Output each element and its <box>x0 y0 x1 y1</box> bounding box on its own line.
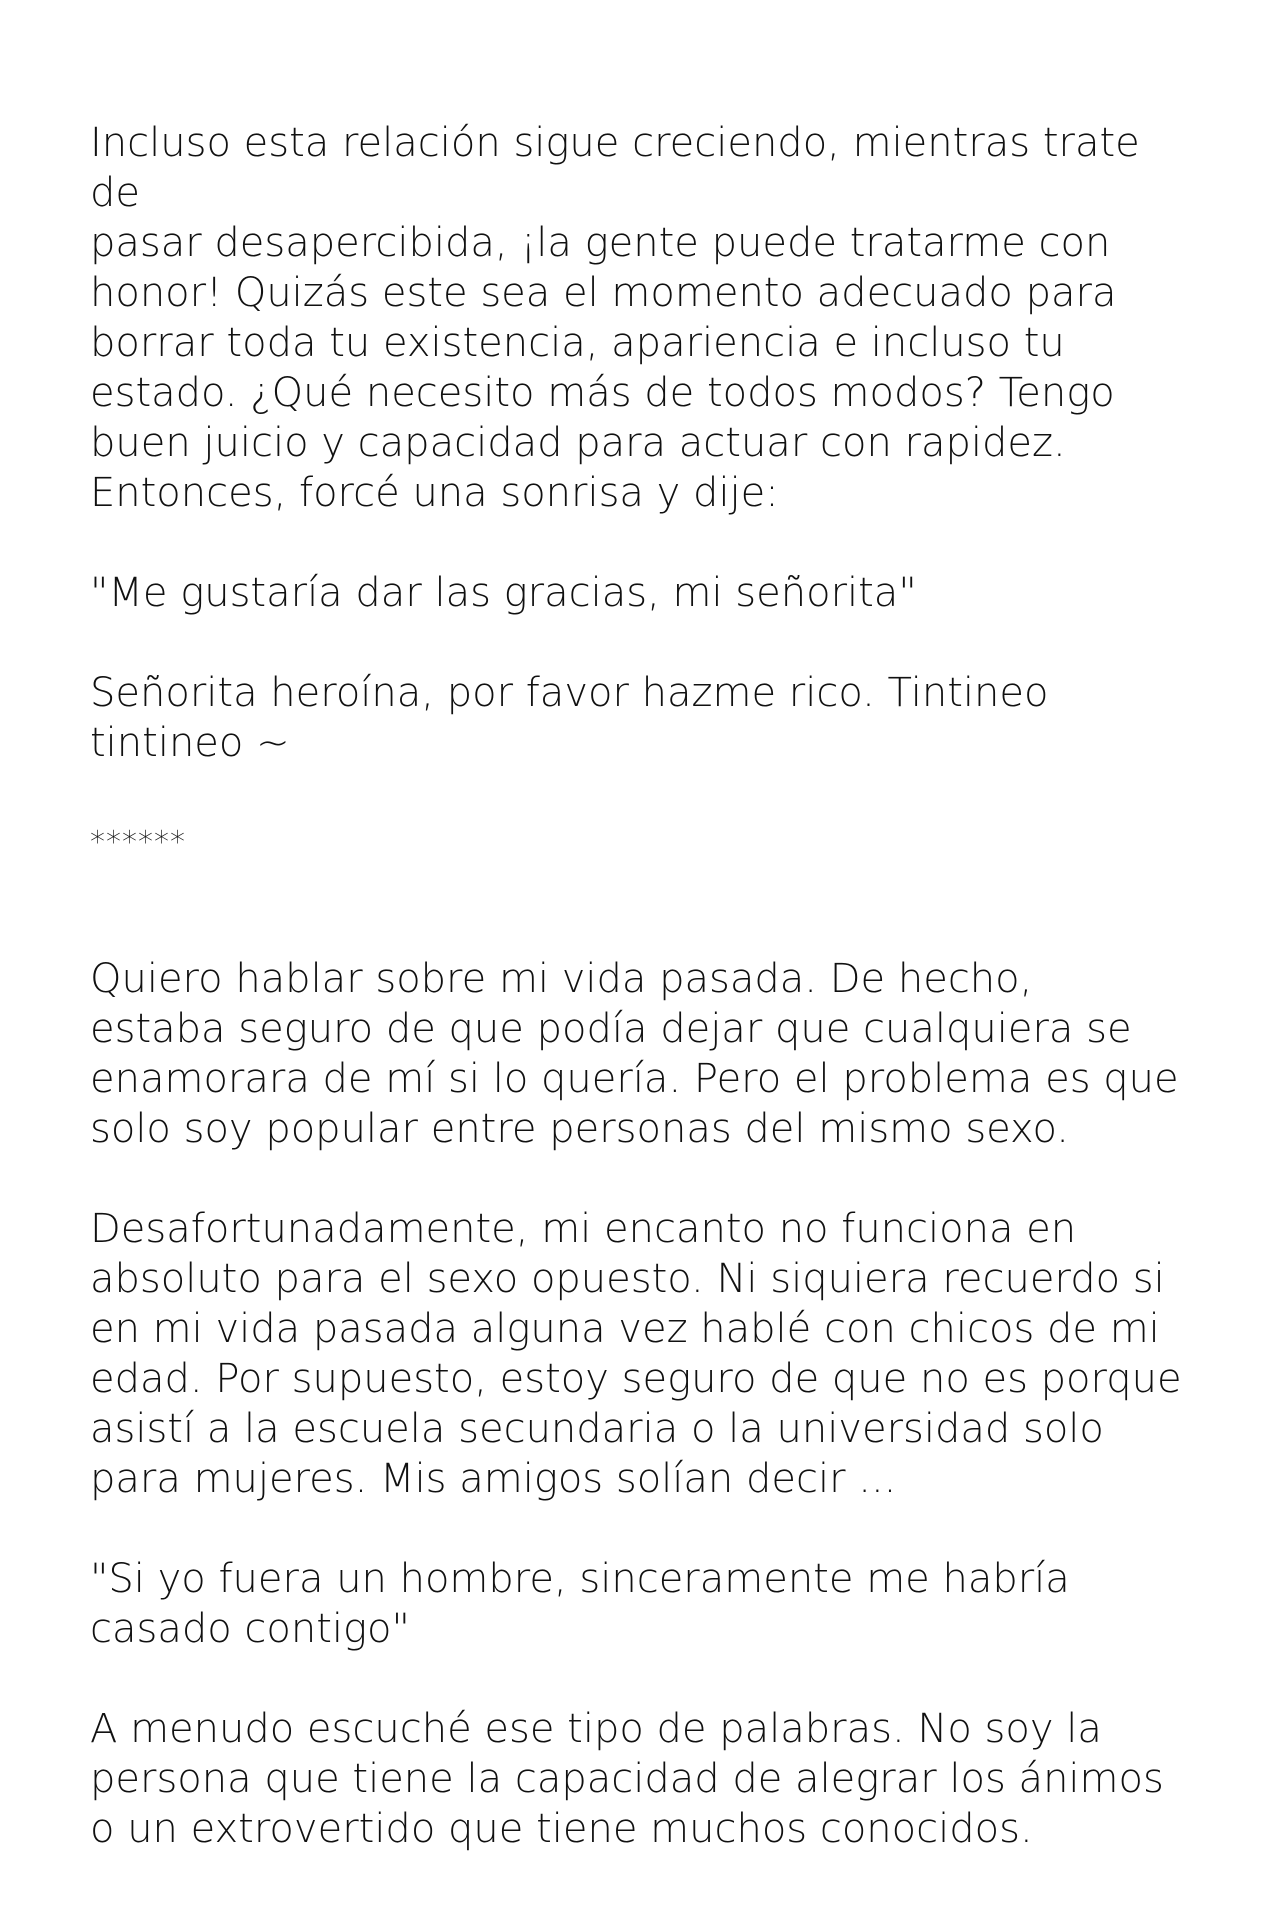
paragraph-6-quote: "Si yo fuera un hombre, sinceramente me habría casado contigo" <box>90 1556 1070 1652</box>
paragraph-2-quote: "Me gustaría dar las gracias, mi señorita" <box>90 570 917 616</box>
document-page <box>90 118 1200 1904</box>
paragraph-4: Quiero hablar sobre mi vida pasada. De hecho, estaba seguro de que podía dejar que cualquiera se enamorara de mí si lo quería. Pero el problema es que solo soy popular entre personas del mismo sexo. <box>90 956 1179 1152</box>
paragraph-3: Señorita heroína, por favor hazme rico. Tintineo tintineo ~ <box>90 670 1049 766</box>
paragraph-7: A menudo escuché ese tipo de palabras. No soy la persona que tiene la capacidad de alegrar los ánimos o un extrovertido que tiene muchos conocidos. <box>90 1706 1164 1852</box>
section-separator: ****** <box>90 825 186 860</box>
paragraph-5: Desafortunadamente, mi encanto no funciona en absoluto para el sexo opuesto. Ni siquiera recuerdo si en mi vida pasada alguna vez hablé con chicos de mi edad. Por supuesto, estoy seguro de que no es porque asistí a la escuela secundaria o la universidad solo para mujeres. Mis amigos solían decir ... <box>90 1206 1182 1502</box>
paragraph-1: Incluso esta relación sigue creciendo, mientras trate de pasar desapercibida, ¡la gente puede tratarme con honor! Quizás este sea el momento adecuado para borrar toda tu existencia, apariencia e incluso tu estado. ¿Qué necesito más de todos modos? Tengo buen juicio y capacidad para actuar con rapidez. Entonces, forcé una sonrisa y dije: <box>90 120 1140 516</box>
